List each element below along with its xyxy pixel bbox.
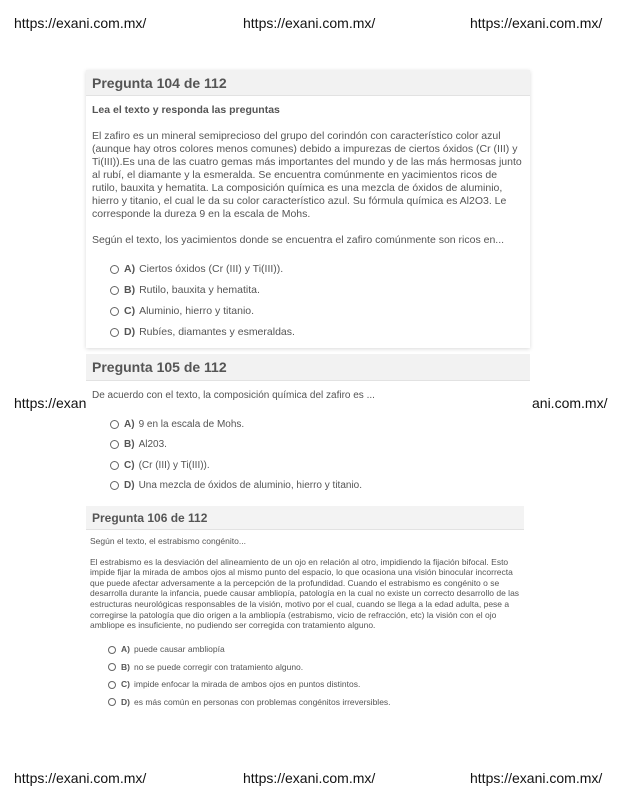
radio-icon[interactable] (110, 307, 119, 316)
watermark-url-bottom-right: https://exani.com.mx/ (470, 770, 603, 786)
question-card-104 (86, 70, 530, 348)
watermark-url-bottom-left: https://exani.com.mx/ (14, 770, 147, 786)
radio-icon[interactable] (110, 461, 119, 470)
watermark-url-top-center: https://exani.com.mx/ (243, 15, 376, 31)
question-header-105: Pregunta 105 de 112 (86, 354, 530, 381)
question-text: De acuerdo con el texto, la composición química del zafiro es ... (92, 390, 375, 401)
radio-icon[interactable] (108, 646, 116, 654)
radio-icon[interactable] (110, 420, 119, 429)
watermark-url-middle-right: ani.com.mx/ (532, 395, 608, 411)
option-b[interactable]: B) Rutilo, bauxita y hematita. (110, 280, 524, 301)
watermark-url-top-left: https://exani.com.mx/ (14, 15, 147, 31)
radio-icon[interactable] (110, 265, 119, 274)
question-text: Según el texto, el estrabismo congénito... (90, 536, 246, 546)
option-d[interactable]: D) es más común en personas con problemas congénitos irreversibles. (108, 693, 520, 711)
option-a[interactable]: A) Ciertos óxidos (Cr (III) y Ti(III)). (110, 259, 524, 280)
question-card-105 (86, 354, 530, 502)
radio-icon[interactable] (108, 681, 116, 689)
watermark-url-bottom-center: https://exani.com.mx/ (243, 770, 376, 786)
watermark-url-middle-left: https://exan (14, 395, 87, 411)
option-b[interactable]: B) Al203. (110, 435, 524, 456)
option-d[interactable]: D) Una mezcla de óxidos de aluminio, hierro y titanio. (110, 476, 524, 497)
radio-icon[interactable] (108, 663, 116, 671)
question-header-104: Pregunta 104 de 112 (86, 70, 530, 96)
option-c[interactable]: C) (Cr (III) y Ti(III)). (110, 455, 524, 476)
radio-icon[interactable] (108, 698, 116, 706)
option-a[interactable]: A) puede causar ambliopía (108, 641, 520, 659)
radio-icon[interactable] (110, 481, 119, 490)
question-header-106: Pregunta 106 de 112 (86, 506, 524, 530)
instruction-text: Lea el texto y responda las preguntas (92, 104, 280, 116)
passage-text: El zafiro es un mineral semiprecioso del grupo del corindón con característico color azul (aunque hay otros colores menos comunes) debido a impurezas de ciertos óxidos (Cr (III) y Ti(III)).Es una de las cuatro gemas más importantes del mundo y de las más hermosas junto al rubí, el diamante y la esmeralda. Se encuentra comúnmente en yacimientos ricos de rutilo, bauxita y hematita. La composición química es una mezcla de óxidos de aluminio, hierro y titanio, el cual le da su color característico azul. Su fórmula química es Al2O3. Le corresponde la dureza 9 en la escala de Mohs. (92, 130, 522, 220)
watermark-url-top-right: https://exani.com.mx/ (470, 15, 603, 31)
question-card-106 (86, 506, 524, 724)
option-b[interactable]: B) no se puede corregir con tratamiento alguno. (108, 658, 520, 676)
radio-icon[interactable] (110, 328, 119, 337)
radio-icon[interactable] (110, 286, 119, 295)
radio-icon[interactable] (110, 440, 119, 449)
option-c[interactable]: C) Aluminio, hierro y titanio. (110, 301, 524, 322)
passage-text: El estrabismo es la desviación del alineamiento de un ojo en relación al otro, impidiendo la fijación bifocal. Esto impide fijar la mirada de ambos ojos al mismo punto del espacio, lo que ocasiona una visión binocular incorrecta que puede afectar adversamente a la percepción de la profundidad. Cuando el estrabismo es congénito o se desarrolla durante la infancia, puede causar ambliopía, patología en la cual no existe un correcto desarrollo de las estructuras neurológicas responsables de la visión, motivo por el cual, cuando se llega a la edad adulta, pese a corregirse la patología que dio origen a la ambliopía (estrabismo, vicio de refracción, etc) la visión con el ojo ambliope es insuficiente, no pudiendo ser corregida con tratamiento alguno. (90, 556, 520, 631)
question-text: Según el texto, los yacimientos donde se encuentra el zafiro comúnmente son ricos en... (92, 234, 505, 246)
option-a[interactable]: A) 9 en la escala de Mohs. (110, 414, 524, 435)
option-d[interactable]: D) Rubíes, diamantes y esmeraldas. (110, 322, 524, 343)
option-c[interactable]: C) impide enfocar la mirada de ambos ojos en puntos distintos. (108, 676, 520, 694)
